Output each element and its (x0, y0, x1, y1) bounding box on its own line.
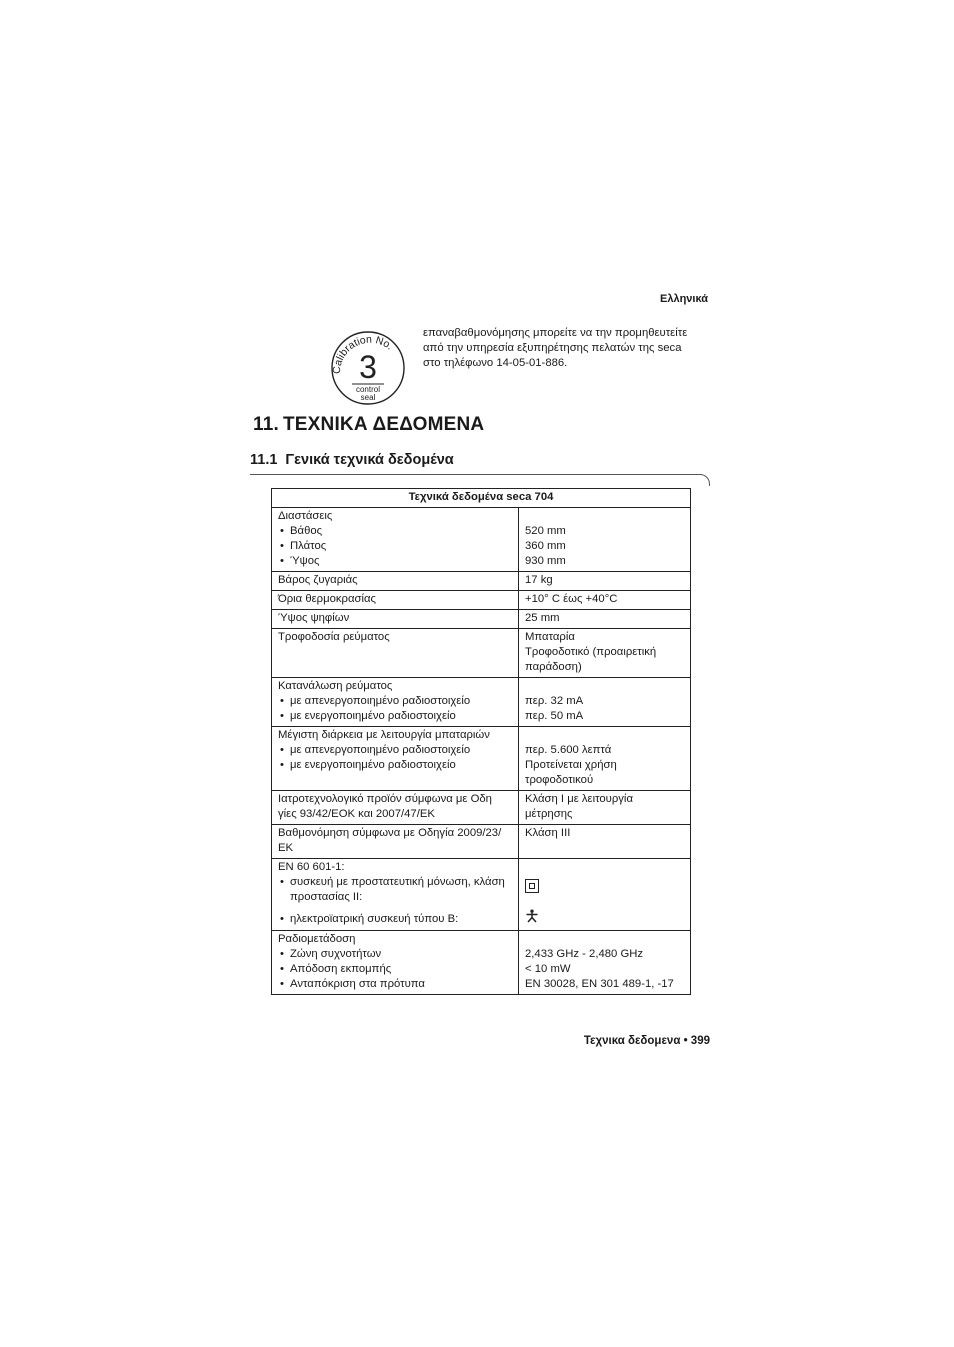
table-value: τροφοδοτικού (525, 774, 594, 786)
digit-height-label: Ύψος ψηφίων (272, 610, 519, 629)
table-label-line: ΕΚ (278, 842, 294, 854)
subsection-number: 11.1 (250, 452, 278, 468)
table-row (272, 591, 691, 610)
list-item: • ηλεκτροϊατρική συσκευή τύπου B: (280, 913, 459, 925)
radio-label-cell (272, 931, 519, 995)
page-footer: Τεχνικα δεδομενα • 399 (583, 1035, 710, 1047)
radio-value-cell (519, 931, 691, 995)
section-title: ΤΕΧΝΙΚΑ ΔΕΔΟΜΕΝΑ (282, 414, 485, 435)
list-item: • Βάθος (280, 525, 323, 537)
table-value: EN 30028, EN 301 489-1, -17 (525, 978, 674, 990)
power-supply-label: Τροφοδοσία ρεύματος (272, 629, 519, 678)
temperature-value: +10° C έως +40°C (519, 591, 691, 610)
list-item-continuation: προστασίας II: (290, 891, 363, 903)
dimensions-value-cell (519, 508, 691, 572)
list-item: • με απενεργοποιημένο ραδιοστοιχείο (280, 744, 471, 756)
dimensions-label: Διαστάσεις (278, 510, 333, 522)
table-row (272, 825, 691, 859)
list-item: • Πλάτος (280, 540, 327, 552)
section-heading (253, 414, 484, 436)
list-item: • με ενεργοποιημένο ραδιοστοιχείο (280, 759, 456, 771)
table-value: < 10 mW (525, 963, 571, 975)
table-row (272, 859, 691, 931)
table-row (272, 931, 691, 995)
battery-duration-label-cell (272, 727, 519, 791)
technical-data-table (271, 488, 691, 995)
table-label-line: Βαθμονόμηση σύμφωνα με Οδηγία 2009/23/ (278, 827, 502, 839)
power-supply-value-cell (519, 629, 691, 678)
en60601-label: EN 60 601-1: (278, 861, 345, 873)
table-value: 360 mm (525, 540, 566, 552)
table-value: Κλάση I με λειτουργία (525, 793, 633, 805)
seal-bottom-line2: seal (360, 393, 376, 402)
seal-number: 3 (359, 349, 377, 385)
temperature-label: Όρια θερμοκρασίας (272, 591, 519, 610)
table-row (272, 791, 691, 825)
class-ii-insulation-icon (525, 879, 539, 893)
table-value: Τροφοδοτικό (προαιρετική (525, 646, 657, 658)
intro-line: από την υπηρεσία εξυπηρέτησης πελατών της seca (423, 342, 682, 354)
intro-line: στο τηλέφωνο 14-05-01-886. (423, 357, 568, 369)
table-value: παράδοση) (525, 661, 582, 673)
dimensions-label-cell (272, 508, 519, 572)
radio-label: Ραδιομετάδοση (278, 933, 356, 945)
table-row (272, 727, 691, 791)
table-value: 930 mm (525, 555, 566, 567)
list-item: • συσκευή με προστατευτική μόνωση, κλάση (280, 876, 505, 888)
table-row (272, 678, 691, 727)
intro-line: επαναβαθμονόμησης μπορείτε να την προμηθευτείτε (423, 327, 688, 339)
table-heading: Τεχνικά δεδομένα seca 704 (272, 489, 691, 508)
seal-arc-text: Calibration No. (330, 333, 396, 375)
subsection-heading (250, 452, 454, 468)
list-item: • Ζώνη συχνοτήτων (280, 948, 382, 960)
list-item: • Απόδοση εκπομπής (280, 963, 392, 975)
table-row (272, 629, 691, 678)
list-item: • με απενεργοποιημένο ραδιοστοιχείο (280, 695, 471, 707)
en60601-label-cell (272, 859, 519, 931)
seal-bottom-line1: control (355, 385, 381, 394)
medical-device-label-cell (272, 791, 519, 825)
table-value: περ. 5.600 λεπτά (525, 744, 612, 756)
weight-label: Βάρος ζυγαριάς (272, 572, 519, 591)
table-value: περ. 50 mA (525, 710, 584, 722)
intro-paragraph (423, 326, 713, 371)
battery-duration-label: Μέγιστη διάρκεια με λειτουργία μπαταριών (278, 729, 490, 741)
table-label-line: Ιατροτεχνολογικό προϊόν σύμφωνα με Οδη (278, 793, 492, 805)
table-row (272, 610, 691, 629)
list-item: • Ύψος (280, 555, 320, 567)
calibration-label-cell (272, 825, 519, 859)
subsection-title: Γενικά τεχνικά δεδομένα (285, 452, 454, 468)
table-row (272, 508, 691, 572)
table-label-line: γίες 93/42/ΕΟΚ και 2007/47/ΕΚ (278, 808, 435, 820)
section-number: 11. (253, 414, 279, 435)
table-row (272, 572, 691, 591)
table-value: 520 mm (525, 525, 566, 537)
battery-duration-value-cell (519, 727, 691, 791)
power-consumption-label: Κατανάλωση ρεύματος (278, 680, 393, 692)
type-b-applied-part-icon (525, 909, 539, 928)
subsection-rule (250, 474, 702, 475)
list-item: • με ενεργοποιημένο ραδιοστοιχείο (280, 710, 456, 722)
table-heading-row (272, 489, 691, 508)
table-value: περ. 32 mA (525, 695, 584, 707)
digit-height-value: 25 mm (519, 610, 691, 629)
table-value: Προτείνεται χρήση (525, 759, 617, 771)
power-consumption-value-cell (519, 678, 691, 727)
medical-device-value-cell (519, 791, 691, 825)
calibration-seal-icon (328, 328, 408, 408)
table-value: Μπαταρία (525, 631, 575, 643)
subsection-rule-corner (700, 474, 710, 486)
weight-value: 17 kg (519, 572, 691, 591)
calibration-value: Κλάση III (519, 825, 691, 859)
table-value: μέτρησης (525, 808, 573, 820)
list-item: • Ανταπόκριση στα πρότυπα (280, 978, 425, 990)
language-label: Ελληνικά (660, 293, 708, 305)
en60601-value-cell (519, 859, 691, 931)
power-consumption-label-cell (272, 678, 519, 727)
table-value: 2,433 GHz - 2,480 GHz (525, 948, 644, 960)
